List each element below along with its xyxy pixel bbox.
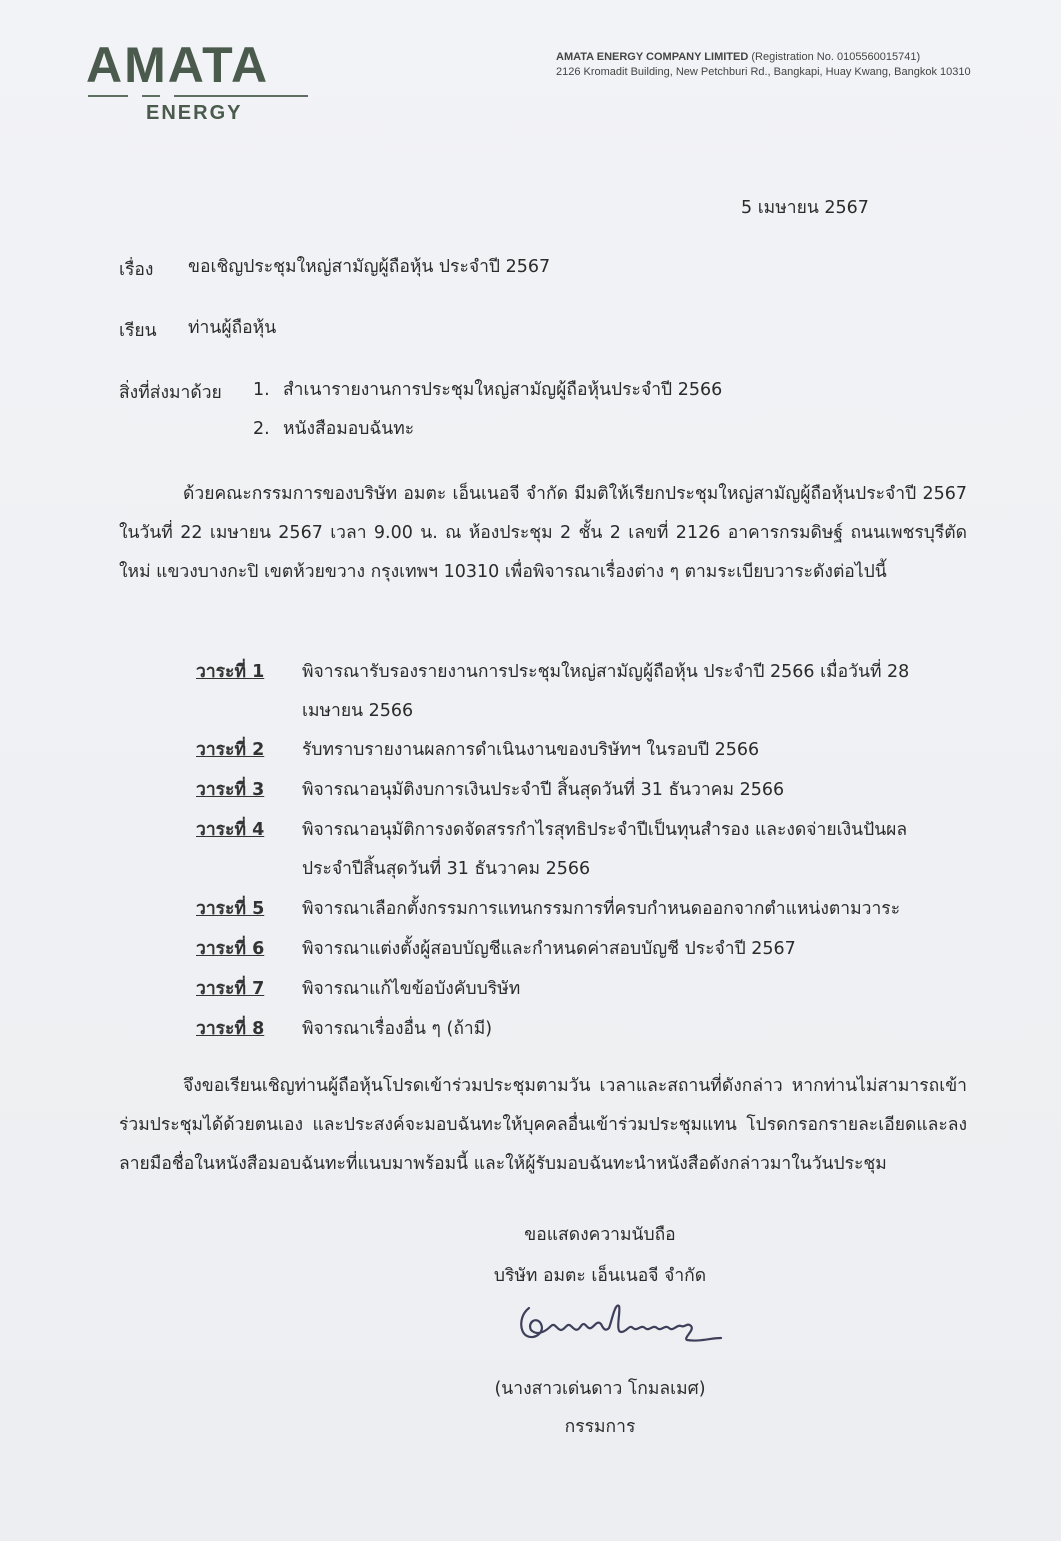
agenda-text: พิจารณาเรื่องอื่น ๆ (ถ้ามี) xyxy=(302,1019,493,1039)
subject-text: ขอเชิญประชุมใหญ่สามัญผู้ถือหุ้น ประจำปี 2567 xyxy=(188,257,551,277)
enclosure-item: สำเนารายงานการประชุมใหญ่สามัญผู้ถือหุ้นประจำปี 2566 xyxy=(283,380,723,400)
agenda-number: วาระที่ 4 xyxy=(196,820,265,840)
registration-number: (Registration No. 0105560015741) xyxy=(751,51,921,63)
agenda-number: วาระที่ 3 xyxy=(196,780,265,800)
agenda-number: วาระที่ 7 xyxy=(196,979,265,999)
enclosure-number: 1. xyxy=(253,380,270,400)
agenda-text: รับทราบรายงานผลการดำเนินงานของบริษัทฯ ในรอบปี 2566 xyxy=(302,740,760,760)
agenda-text: พิจารณาแก้ไขข้อบังคับบริษัท xyxy=(302,979,521,999)
to-label: เรียน xyxy=(119,321,157,341)
agenda-number: วาระที่ 6 xyxy=(196,939,265,959)
agenda-number: วาระที่ 2 xyxy=(196,740,265,760)
enclosure-number: 2. xyxy=(253,419,270,439)
signature-image xyxy=(515,1296,725,1352)
signatory-name: (นางสาวเด่นดาว โกมลเมศ) xyxy=(494,1379,706,1399)
company-address: 2126 Kromadit Building, New Petchburi Rd., Bangkapi, Huay Kwang, Bangkok 10310 xyxy=(556,66,971,78)
agenda-text: พิจารณารับรองรายงานการประชุมใหญ่สามัญผู้ถือหุ้น ประจำปี 2566 เมื่อวันที่ 28 เมษายน 2566 xyxy=(302,662,910,721)
agenda-text: พิจารณาอนุมัติงบการเงินประจำปี สิ้นสุดวันที่ 31 ธันวาคม 2566 xyxy=(302,780,785,800)
company-info xyxy=(556,50,1036,80)
logo-wordmark: AMATA xyxy=(86,37,270,93)
company-name: AMATA ENERGY COMPANY LIMITED xyxy=(556,51,749,63)
agenda-text: พิจารณาแต่งตั้งผู้สอบบัญชีและกำหนดค่าสอบบัญชี ประจำปี 2567 xyxy=(302,939,796,959)
agenda-number: วาระที่ 8 xyxy=(196,1019,265,1039)
company-logo xyxy=(86,37,308,125)
enclosure-item: หนังสือมอบฉันทะ xyxy=(283,419,415,439)
sign-off-company: บริษัท อมตะ เอ็นเนอจี จำกัด xyxy=(493,1266,707,1286)
agenda-text: พิจารณาเลือกตั้งกรรมการแทนกรรมการที่ครบกำหนดออกจากตำแหน่งตามวาระ xyxy=(302,899,901,919)
agenda-number: วาระที่ 5 xyxy=(196,899,265,919)
logo-rule xyxy=(86,92,308,102)
agenda-number: วาระที่ 1 xyxy=(196,662,265,682)
sign-off-regards: ขอแสดงความนับถือ xyxy=(524,1225,676,1245)
agenda-text: พิจารณาอนุมัติการงดจัดสรรกำไรสุทธิประจำปีเป็นทุนสำรอง และงดจ่ายเงินปันผลประจำปีสิ้นสุดวันที่ 31 ธันวาคม 2566 xyxy=(302,820,908,879)
to-text: ท่านผู้ถือหุ้น xyxy=(188,318,277,338)
intro-paragraph: ด้วยคณะกรรมการของบริษัท อมตะ เอ็นเนอจี จำกัด มีมติให้เรียกประชุมใหญ่สามัญผู้ถือหุ้นประจำปี 2567 ในวันที่ 22 เมษายน 2567 เวลา 9.00 น. ณ ห้องประชุม 2 ชั้น 2 เลขที่ 2126 อาคารกรมดิษฐ์ ถนนเพชรบุรีตัดใหม่ แขวงบางกะปิ เขตห้วยขวาง กรุงเทพฯ 10310 เพื่อพิจารณาเรื่องต่าง ๆ ตามระเบียบวาระดังต่อไปนี้ xyxy=(119,484,967,582)
logo-subtitle: ENERGY xyxy=(146,102,243,124)
signatory-title: กรรมการ xyxy=(564,1417,636,1437)
enclosures-label: สิ่งที่ส่งมาด้วย xyxy=(119,383,222,403)
closing-paragraph: จึงขอเรียนเชิญท่านผู้ถือหุ้นโปรดเข้าร่วมประชุมตามวัน เวลาและสถานที่ดังกล่าว หากท่านไม่สามารถเข้าร่วมประชุมได้ด้วยตนเอง และประสงค์จะมอบฉันทะให้บุคคลอื่นเข้าร่วมประชุมแทน โปรดกรอกรายละเอียดและลงลายมือชื่อในหนังสือมอบฉันทะที่แนบมาพร้อมนี้ และให้ผู้รับมอบฉันทะนำหนังสือดังกล่าวมาในวันประชุม xyxy=(119,1076,967,1174)
letter-date: 5 เมษายน 2567 xyxy=(741,198,869,218)
subject-label: เรื่อง xyxy=(119,260,154,280)
